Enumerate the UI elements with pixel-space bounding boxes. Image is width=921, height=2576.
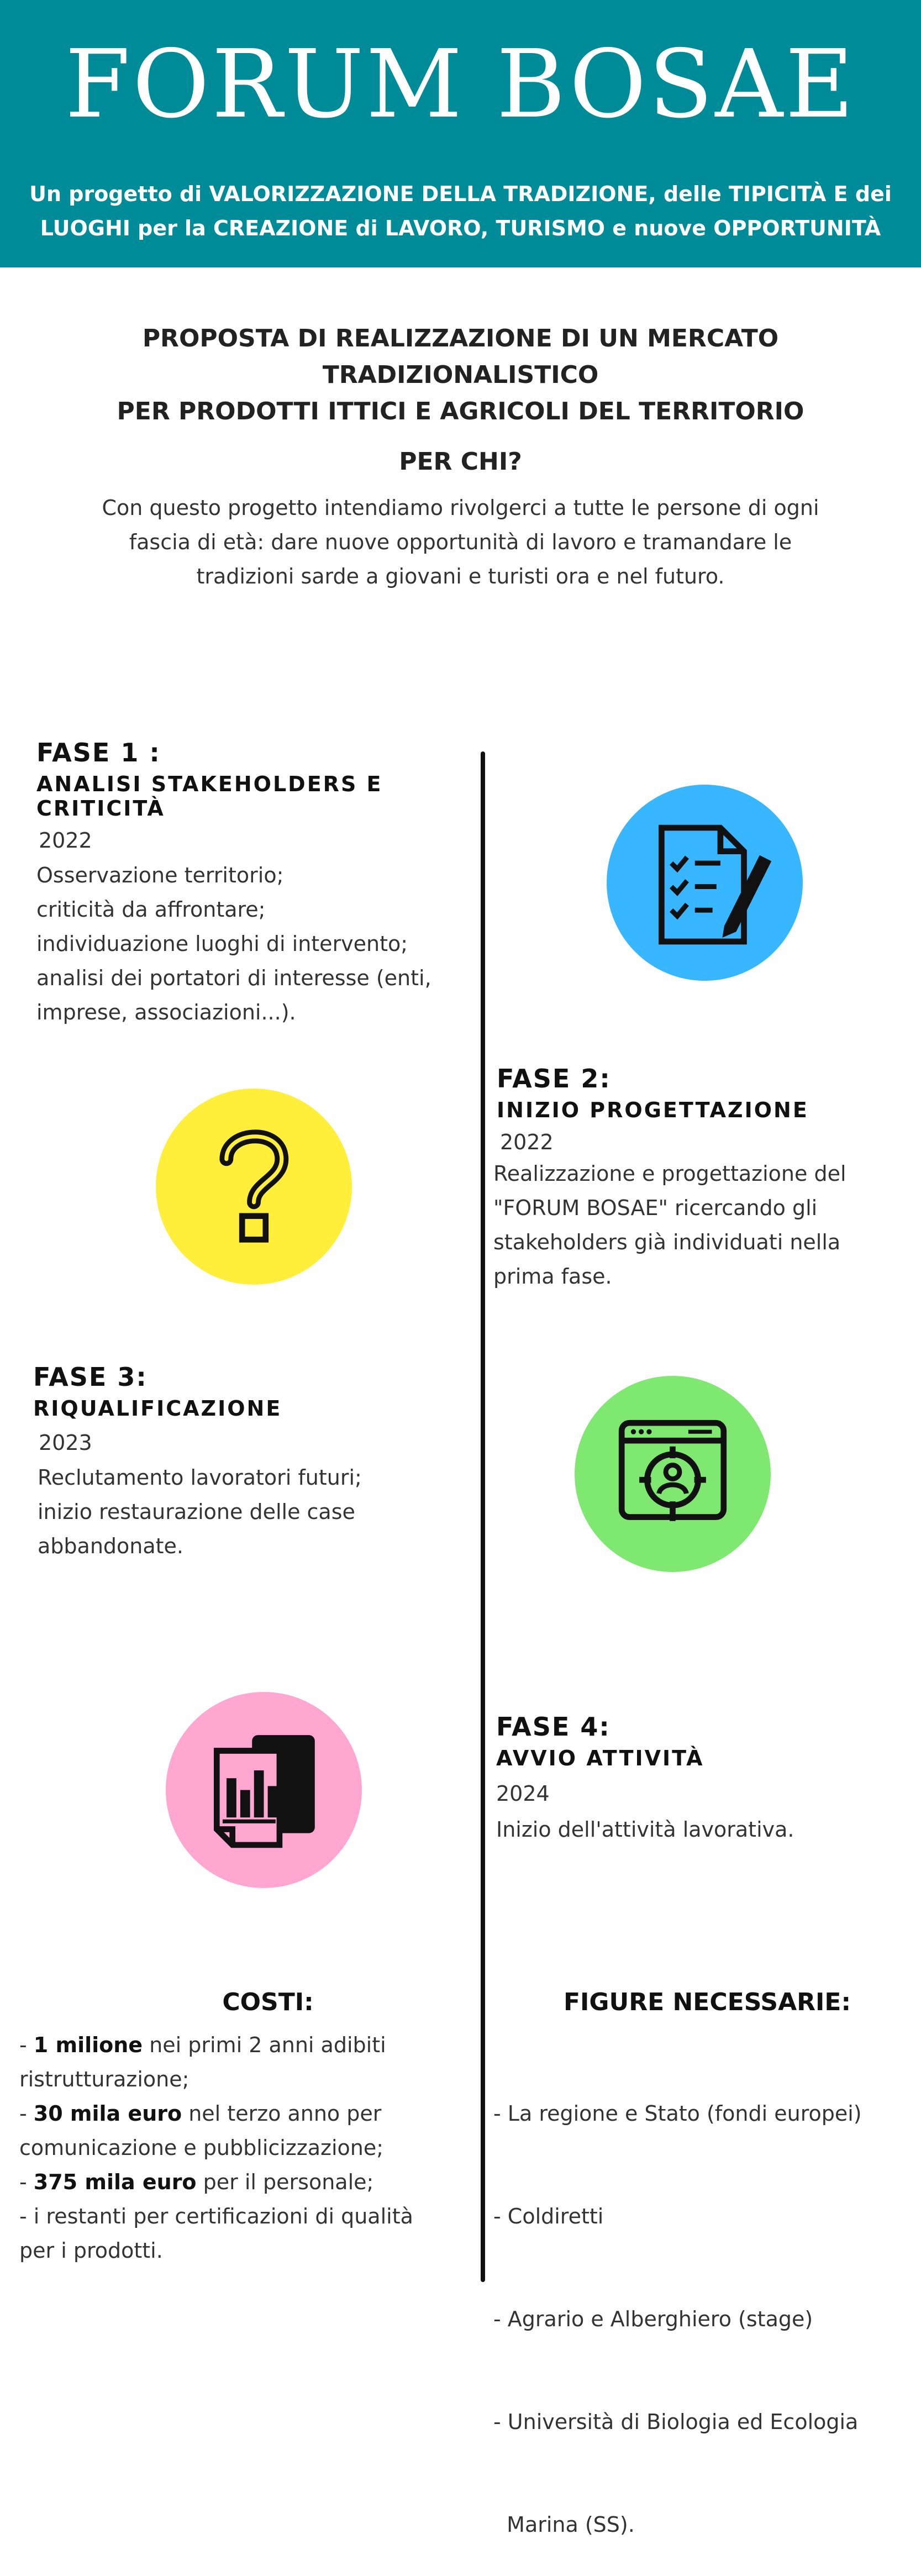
desc-line: individuazione luoghi di intervento; [36,932,408,956]
phase-4-title: FASE 4: [496,1712,611,1742]
phase-1-subtitle: ANALISI STAKEHOLDERS E CRITICITÀ [36,772,383,821]
phase-1-year: 2022 [39,828,92,853]
header-subtitle [22,177,899,245]
proposal-heading [22,320,899,430]
intro-line: fascia di età: dare nuove opportunità di lavoro e tramandare le [129,530,792,554]
target-user-browser-icon [575,1376,771,1572]
desc-line: Realizzazione e progettazione del [493,1161,846,1186]
page-title: FORUM BOSAE [65,30,856,139]
figure-item: - Coldiretti [493,2204,604,2228]
figure-heading: FIGURE NECESSARIE: [563,1988,851,2016]
desc-line: Reclutamento lavoratori futuri; [38,1465,362,1490]
phase-2-title: FASE 2: [497,1064,611,1094]
phase-3-title: FASE 3: [33,1362,148,1392]
desc-line: criticità da affrontare; [36,897,266,922]
intro-line: Con questo progetto intendiamo rivolgerci a tutte le persone di ogni [102,496,819,520]
subtitle-line: Un progetto di VALORIZZAZIONE DELLA TRADIZIONE, delle TIPICITÀ E dei [29,182,892,206]
subtitle-line: LUOGHI per la CREAZIONE di LAVORO, TURISMO e nuove OPPORTUNITÀ [40,216,881,240]
desc-line: stakeholders già individuati nella [493,1230,841,1254]
cost-item: - 1 milione nei primi 2 anni adibiti [19,2033,386,2057]
phase-1-title: FASE 1 : [36,738,161,767]
phase-3-subtitle: RIQUALIFICAZIONE [33,1396,282,1421]
bar-chart-document-icon [166,1692,362,1888]
cost-text-line: ristrutturazione; [19,2067,190,2091]
cost-amount: 1 milione [33,2033,143,2057]
figure-item: - Università di Biologia ed Ecologia [493,2410,859,2434]
phase-3 [33,1362,475,1563]
per-chi-text [88,491,833,593]
phase-4-subtitle: AVVIO ATTIVITÀ [496,1746,704,1770]
figure-list [493,2028,913,2576]
desc-line: prima fase. [493,1264,612,1289]
phase-1-description [36,858,490,1029]
intro-line: tradizioni sarde a giovani e turisti ora e nel futuro. [196,564,725,588]
desc-line: Inizio dell'attività lavorativa. [496,1817,794,1842]
cost-text: i restanti per certificazioni di qualità [33,2204,413,2228]
desc-line: "FORUM BOSAE" ricercando gli [493,1196,818,1220]
desc-line: inizio restaurazione delle case [38,1500,355,1524]
desc-line: imprese, associazioni...). [36,1000,296,1024]
phase-4-year: 2024 [496,1781,550,1806]
per-chi-heading: PER CHI? [399,448,522,476]
cost-amount: 30 mila euro [33,2101,182,2126]
cost-item: - i restanti per certificazioni di qualità [19,2204,413,2228]
phase-2-description [493,1156,902,1294]
proposal-line: PROPOSTA DI REALIZZAZIONE DI UN MERCATO TRADIZIONALISTICO [142,324,779,389]
phase-4-description [496,1812,905,1847]
phase-3-year: 2023 [39,1431,92,1455]
cost-text: per il personale; [196,2170,374,2194]
figure-item: Marina (SS). [493,2512,635,2537]
phase-2-subtitle: INIZIO PROGETTAZIONE [497,1098,809,1122]
phase-4 [496,1712,905,1847]
cost-text: nei primi 2 anni adibiti [143,2033,386,2057]
proposal-line: PER PRODOTTI ITTICI E AGRICOLI DEL TERRITORIO [117,397,804,425]
phase-2 [493,1064,902,1294]
costi-list [19,2028,472,2268]
desc-line: analisi dei portatori di interesse (enti, [36,966,431,990]
costi-heading: COSTI: [222,1988,314,2016]
phase-2-year: 2022 [500,1130,554,1154]
cost-amount: 375 mila euro [33,2170,197,2194]
phase-1 [36,738,490,1029]
cost-text-line: comunicazione e pubblicizzazione; [19,2136,384,2160]
figure-item: - Agrario e Alberghiero (stage) [493,2307,813,2331]
desc-line: abbandonate. [38,1534,183,1558]
desc-line: Osservazione territorio; [36,863,284,887]
figure-item: - La regione e Stato (fondi europei) [493,2101,862,2126]
checklist-pen-icon [607,785,803,981]
phase-3-description [38,1460,475,1563]
question-mark-icon [156,1089,352,1285]
cost-item: - 375 mila euro per il personale; [19,2170,374,2194]
cost-text: nel terzo anno per [182,2101,382,2126]
cost-item: - 30 mila euro nel terzo anno per [19,2101,382,2126]
cost-text-line: per i prodotti. [19,2238,163,2263]
